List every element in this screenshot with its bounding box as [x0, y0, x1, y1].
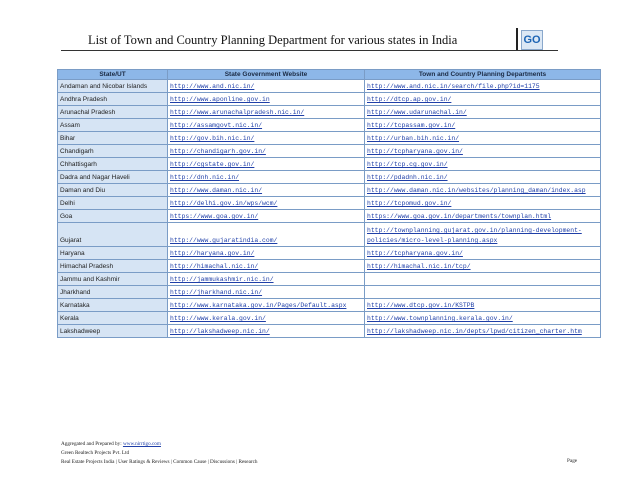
tcp-link[interactable]: http://dtcp.ap.gov.in/: [365, 93, 601, 106]
website-link[interactable]: http://chandigarh.gov.in/: [168, 145, 365, 158]
tcp-link[interactable]: http://www.daman.nic.in/websites/planning_daman/index.asp: [365, 184, 601, 197]
state-cell: Himachal Pradesh: [58, 260, 168, 273]
table-row: [58, 158, 601, 171]
website-link[interactable]: http://cgstate.gov.in/: [168, 158, 365, 171]
tcp-link[interactable]: http://himachal.nic.in/tcp/: [365, 260, 601, 273]
table-row: [58, 171, 601, 184]
website-link[interactable]: http://delhi.gov.in/wps/wcm/: [168, 197, 365, 210]
state-cell: Chandigarh: [58, 145, 168, 158]
document-title: List of Town and Country Planning Department for various states in India: [88, 33, 458, 47]
website-link[interactable]: http://www.kerala.gov.in/: [168, 312, 365, 325]
tcp-link[interactable]: http://tcp.cg.gov.in/: [365, 158, 601, 171]
state-cell: Kerala: [58, 312, 168, 325]
table-row: [58, 286, 601, 299]
table-row: [58, 145, 601, 158]
website-link[interactable]: http://haryana.gov.in/: [168, 247, 365, 260]
tcp-link[interactable]: http://tcpharyana.gov.in/: [365, 247, 601, 260]
title-rule: [61, 50, 558, 51]
website-link[interactable]: http://assamgovt.nic.in/: [168, 119, 365, 132]
tcp-link[interactable]: http://urban.bih.nic.in/: [365, 132, 601, 145]
table-row: [58, 312, 601, 325]
footer-prepared-line: [61, 440, 581, 449]
page-footer: [61, 440, 581, 467]
state-cell: Arunachal Pradesh: [58, 106, 168, 119]
footer-company: Green Realtech Projects Pvt. Ltd: [61, 450, 130, 456]
tcp-link[interactable]: http://tcpassam.gov.in/: [365, 119, 601, 132]
column-header-tcp: Town and Country Planning Departments: [365, 70, 601, 80]
table-row: [58, 197, 601, 210]
table-row: [58, 106, 601, 119]
page-label: Page: [567, 458, 578, 464]
tcp-link[interactable]: http://tcpharyana.gov.in/: [365, 145, 601, 158]
website-link[interactable]: http://www.and.nic.in/: [168, 80, 365, 93]
table-row: [58, 184, 601, 197]
state-cell: Haryana: [58, 247, 168, 260]
state-cell: Daman and Diu: [58, 184, 168, 197]
tcp-link[interactable]: https://www.goa.gov.in/departments/townplan.html: [365, 210, 601, 223]
state-cell: Bihar: [58, 132, 168, 145]
tcp-link[interactable]: http://www.dtcp.gov.in/KSTPB: [365, 299, 601, 312]
footer-website-link[interactable]: www.nirrtigo.com: [122, 441, 161, 447]
table-row: [58, 80, 601, 93]
table-row: [58, 273, 601, 286]
tcp-link[interactable]: http://townplanning.gujarat.gov.in/planning-development-policies/micro-level-planning.aspx: [365, 223, 601, 247]
state-cell: Lakshadweep: [58, 325, 168, 338]
table-row: [58, 119, 601, 132]
website-link[interactable]: http://jharkhand.nic.in/: [168, 286, 365, 299]
table-row: [58, 247, 601, 260]
table-header-row: [58, 70, 601, 80]
state-cell: Delhi: [58, 197, 168, 210]
tcp-link[interactable]: http://pdadnh.nic.in/: [365, 171, 601, 184]
logo-icon: GO: [521, 30, 543, 50]
state-cell: Jharkhand: [58, 286, 168, 299]
state-cell: Assam: [58, 119, 168, 132]
website-link[interactable]: http://www.daman.nic.in/: [168, 184, 365, 197]
state-cell: Karnataka: [58, 299, 168, 312]
website-link[interactable]: http://www.aponline.gov.in: [168, 93, 365, 106]
website-link[interactable]: http://himachal.nic.in/: [168, 260, 365, 273]
website-link[interactable]: http://lakshadweep.nic.in/: [168, 325, 365, 338]
table-row: [58, 132, 601, 145]
table-row: [58, 210, 601, 223]
website-link[interactable]: http://www.gujaratindia.com/: [168, 223, 365, 247]
website-link[interactable]: http://dnh.nic.in/: [168, 171, 365, 184]
tcp-table: [57, 69, 601, 338]
footer-prepared-label: Aggregated and Prepared by:: [61, 441, 122, 447]
column-header-website: State Government Website: [168, 70, 365, 80]
website-link[interactable]: http://gov.bih.nic.in/: [168, 132, 365, 145]
state-cell: Dadra and Nagar Haveli: [58, 171, 168, 184]
state-cell: Andaman and Nicobar Islands: [58, 80, 168, 93]
column-header-state: State/UT: [58, 70, 168, 80]
footer-tagline: Real Estate Projects India | User Ratings & Reviews | Common Cause | Discussions | Research: [61, 459, 258, 465]
tcp-link[interactable]: http://www.udarunachal.in/: [365, 106, 601, 119]
tcp-link: [365, 286, 601, 299]
table-row: [58, 260, 601, 273]
table-row: [58, 93, 601, 106]
table-row: [58, 299, 601, 312]
tcp-link[interactable]: http://www.townplanning.kerala.gov.in/: [365, 312, 601, 325]
state-cell: Andhra Pradesh: [58, 93, 168, 106]
website-link[interactable]: http://www.arunachalpradesh.nic.in/: [168, 106, 365, 119]
website-link[interactable]: http://www.karnataka.gov.in/Pages/Default.aspx: [168, 299, 365, 312]
state-cell: Jammu and Kashmir: [58, 273, 168, 286]
tcp-link: [365, 273, 601, 286]
website-link[interactable]: http://jammukashmir.nic.in/: [168, 273, 365, 286]
table-row: [58, 223, 601, 247]
website-link[interactable]: https://www.goa.gov.in/: [168, 210, 365, 223]
tcp-link[interactable]: http://tcpomud.gov.in/: [365, 197, 601, 210]
tcp-link[interactable]: http://www.and.nic.in/search/file.php?id=1175: [365, 80, 601, 93]
state-cell: Gujarat: [58, 223, 168, 247]
table-row: [58, 325, 601, 338]
state-cell: Chhattisgarh: [58, 158, 168, 171]
tcp-link[interactable]: http://lakshadweep.nic.in/depts/lpwd/citizen_charter.htm: [365, 325, 601, 338]
state-cell: Goa: [58, 210, 168, 223]
